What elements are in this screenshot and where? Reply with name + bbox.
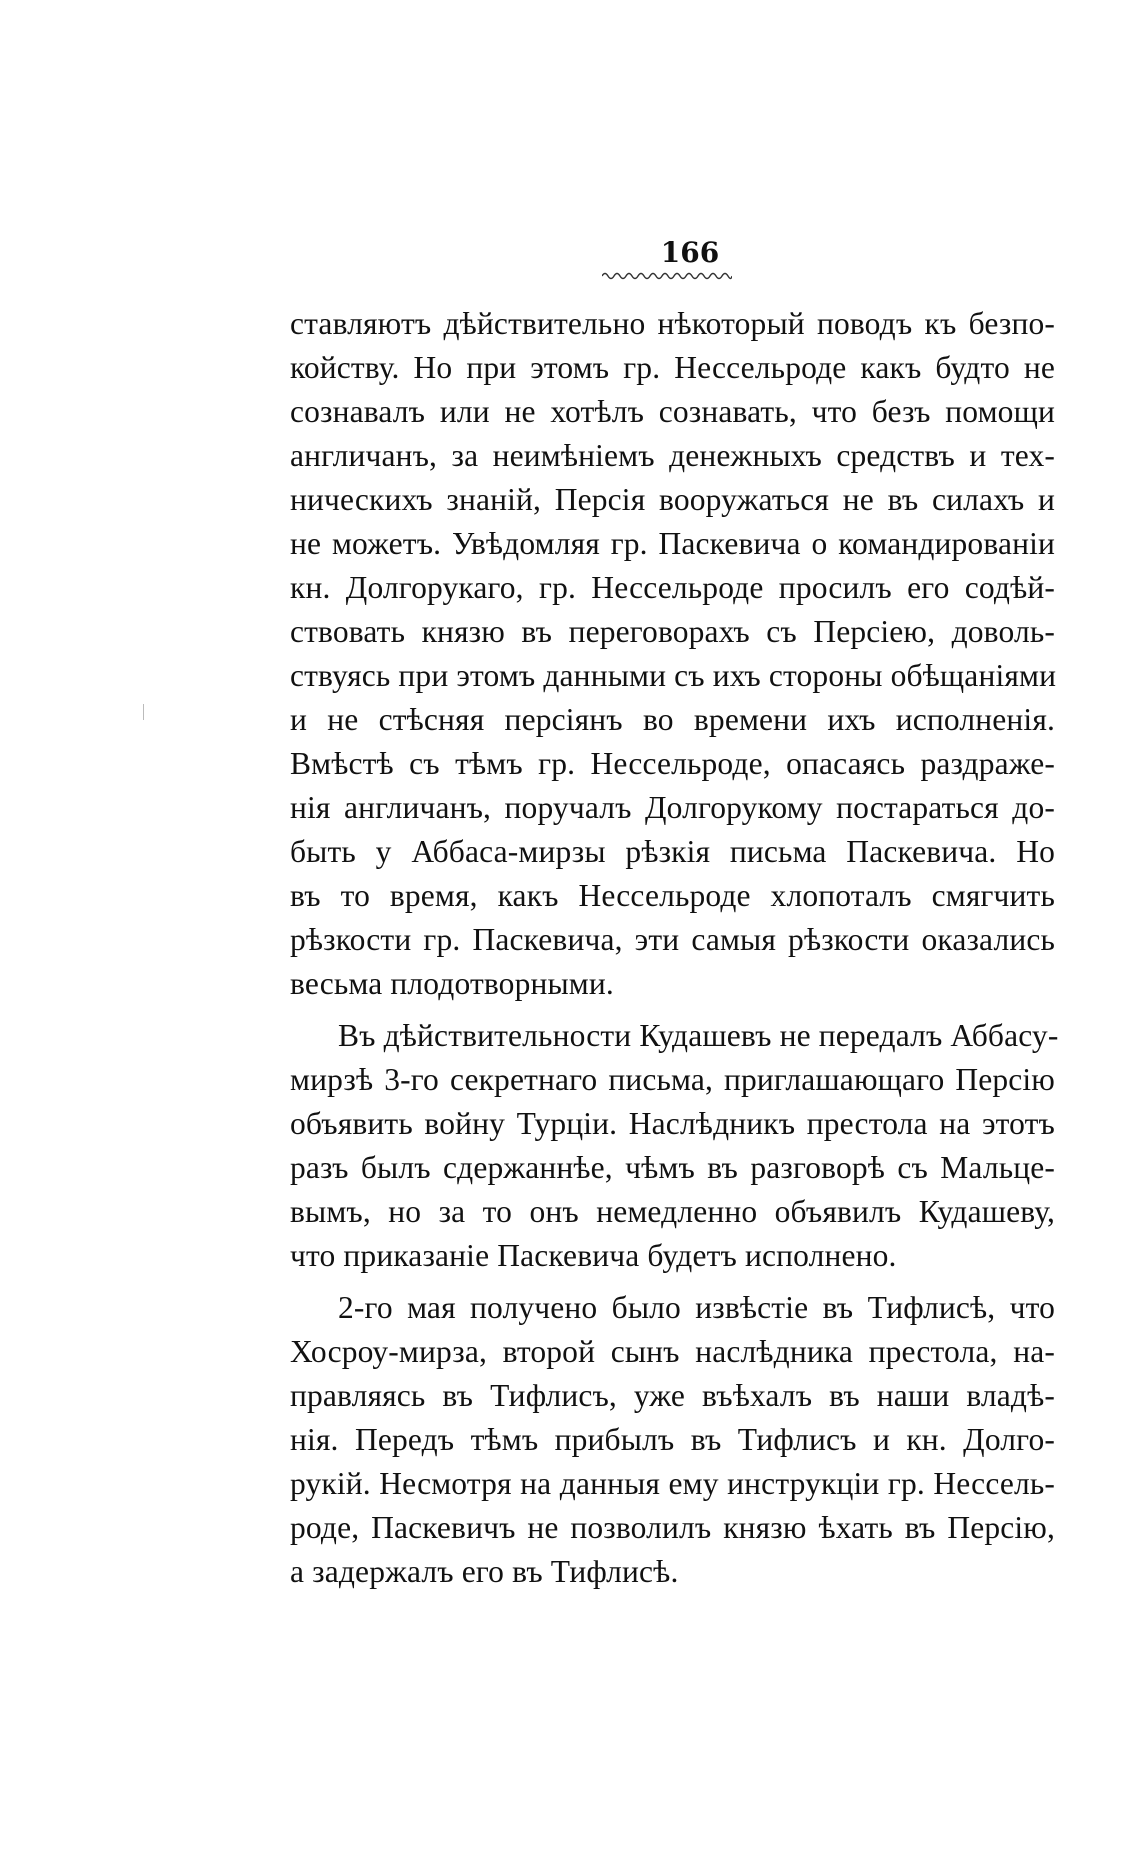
text-line: Въ дѣйствительности Кудашевъ не передалъ Аббасу- — [338, 1018, 1059, 1053]
text-line: вымъ, но за то онъ немедленно объявилъ Кудашеву, — [290, 1194, 1055, 1229]
text-line: въ то время, какъ Нессельроде хлопоталъ смягчить — [290, 878, 1055, 913]
text-line: роде, Паскевичъ не позволилъ князю ѣхать въ Персію, — [290, 1510, 1055, 1545]
text-line: Хосроу-мирза, второй сынъ наслѣдника престола, на- — [290, 1334, 1055, 1369]
text-line: нія. Передъ тѣмъ прибылъ въ Тифлисъ и кн. Долго- — [290, 1422, 1055, 1457]
text-line: быть у Аббаса-мирзы рѣзкія письма Паскевича. Но — [290, 834, 1055, 869]
paragraph-1 — [290, 302, 1055, 1006]
text-line: ставляютъ дѣйствительно нѣкоторый поводъ къ безпо- — [290, 306, 1055, 341]
text-line: нія англичанъ, поручалъ Долгорукому постараться до- — [290, 790, 1055, 825]
page-number: 166 — [660, 236, 720, 269]
text-line: разъ былъ сдержаннѣе, чѣмъ въ разговорѣ съ Мальце- — [290, 1150, 1055, 1185]
wavy-ornament — [602, 270, 732, 280]
margin-mark — [143, 704, 144, 720]
text-line: мирзѣ 3-го секретнаго письма, приглашающаго Персію — [290, 1062, 1055, 1097]
text-line: рукій. Несмотря на данныя ему инструкціи гр. Нессель- — [290, 1466, 1055, 1501]
body-text — [290, 302, 1059, 1594]
text-line: ствовать князю въ переговорахъ съ Персіею, доволь- — [290, 614, 1055, 649]
text-line: ствуясь при этомъ данными съ ихъ стороны обѣщаніями — [290, 658, 1057, 693]
text-line: и не стѣсняя персіянъ во времени ихъ исполненія. — [290, 702, 1055, 737]
text-line: Вмѣстѣ съ тѣмъ гр. Нессельроде, опасаясь раздраже- — [290, 746, 1055, 781]
paragraph-3 — [290, 1286, 1055, 1594]
text-line: 2-го мая получено было извѣстіе въ Тифлисѣ, что — [338, 1290, 1055, 1325]
text-line: правляясь въ Тифлисъ, уже въѣхалъ въ наши владѣ- — [290, 1378, 1055, 1413]
text-line: англичанъ, за неимѣніемъ денежныхъ средствъ и тех- — [290, 438, 1055, 473]
text-line: рѣзкости гр. Паскевича, эти самыя рѣзкости оказались — [290, 922, 1055, 957]
text-line: что приказаніе Паскевича будетъ исполнено. — [290, 1238, 897, 1273]
text-line: сознавалъ или не хотѣлъ сознавать, что безъ помощи — [290, 394, 1055, 429]
text-line: не можетъ. Увѣдомляя гр. Паскевича о командированіи — [290, 526, 1055, 561]
text-line: объявить войну Турціи. Наслѣдникъ престола на этотъ — [290, 1106, 1055, 1141]
paragraph-2 — [290, 1014, 1059, 1278]
text-line: койству. Но при этомъ гр. Нессельроде какъ будто не — [290, 350, 1055, 385]
text-line: а задержалъ его въ Тифлисѣ. — [290, 1554, 679, 1589]
text-line: ническихъ знаній, Персія вооружаться не въ силахъ и — [290, 482, 1055, 517]
text-line: весьма плодотворными. — [290, 966, 614, 1001]
text-line: кн. Долгорукаго, гр. Нессельроде просилъ его содѣй- — [290, 570, 1055, 605]
